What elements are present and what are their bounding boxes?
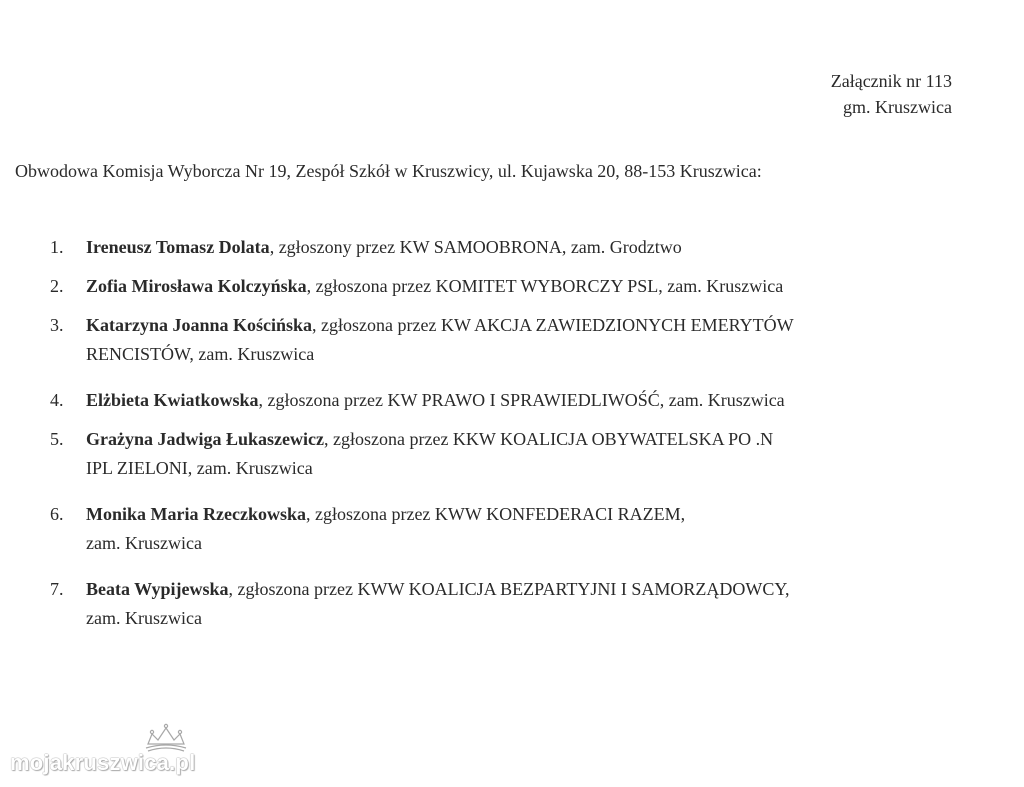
member-details: , zgłoszona przez KKW KOALICJA OBYWATELSKA PO .N [324,429,774,449]
item-number: 4. [50,390,64,410]
member-details: , zgłoszona przez KW AKCJA ZAWIEDZIONYCH EMERYTÓW [312,315,794,335]
members-list [0,233,1000,633]
commission-intro: Obwodowa Komisja Wyborcza Nr 19, Zespół Szkół w Kruszwicy, ul. Kujawska 20, 88-153 Kruszwica: [15,161,762,181]
attachment-number: Załącznik nr 113 [830,71,952,91]
list-item [0,386,1000,425]
member-name: Monika Maria Rzeczkowska [86,504,306,524]
item-number: 7. [50,579,64,599]
watermark-text: mojakruszwica.pl [10,750,196,775]
member-details: , zgłoszona przez KWW KOALICJA BEZPARTYJNI I SAMORZĄDOWCY, [228,579,790,599]
item-number: 5. [50,429,64,449]
list-item [0,233,1000,272]
member-name: Grażyna Jadwiga Łukaszewicz [86,429,324,449]
member-details: , zgłoszony przez KW SAMOOBRONA, zam. Grodztwo [269,237,682,257]
item-number: 3. [50,315,64,335]
member-name: Ireneusz Tomasz Dolata [86,237,270,257]
member-name: Katarzyna Joanna Kościńska [86,315,313,335]
item-number: 1. [50,237,64,257]
item-number: 2. [50,276,64,296]
member-details: , zgłoszona przez KW PRAWO I SPRAWIEDLIWOŚĆ, zam. Kruszwica [258,390,785,410]
member-details: , zgłoszona przez KOMITET WYBORCZY PSL, zam. Kruszwica [306,276,784,296]
member-name: Zofia Mirosława Kolczyńska [86,276,307,296]
member-details: , zgłoszona przez KWW KONFEDERACI RAZEM, [305,504,686,524]
document-header [831,68,952,120]
list-item [0,575,1000,633]
member-details-cont: zam. Kruszwica [86,533,202,553]
list-item [0,425,1000,500]
municipality: gm. Kruszwica [843,97,952,117]
item-number: 6. [50,504,64,524]
list-item [0,500,1000,575]
list-item [0,272,1000,311]
member-name: Elżbieta Kwiatkowska [86,390,259,410]
list-item [0,311,1000,386]
member-details-cont: RENCISTÓW, zam. Kruszwica [86,344,315,364]
site-watermark [10,720,200,780]
member-details-cont: IPL ZIELONI, zam. Kruszwica [86,458,313,478]
member-details-cont: zam. Kruszwica [86,608,202,628]
member-name: Beata Wypijewska [86,579,229,599]
